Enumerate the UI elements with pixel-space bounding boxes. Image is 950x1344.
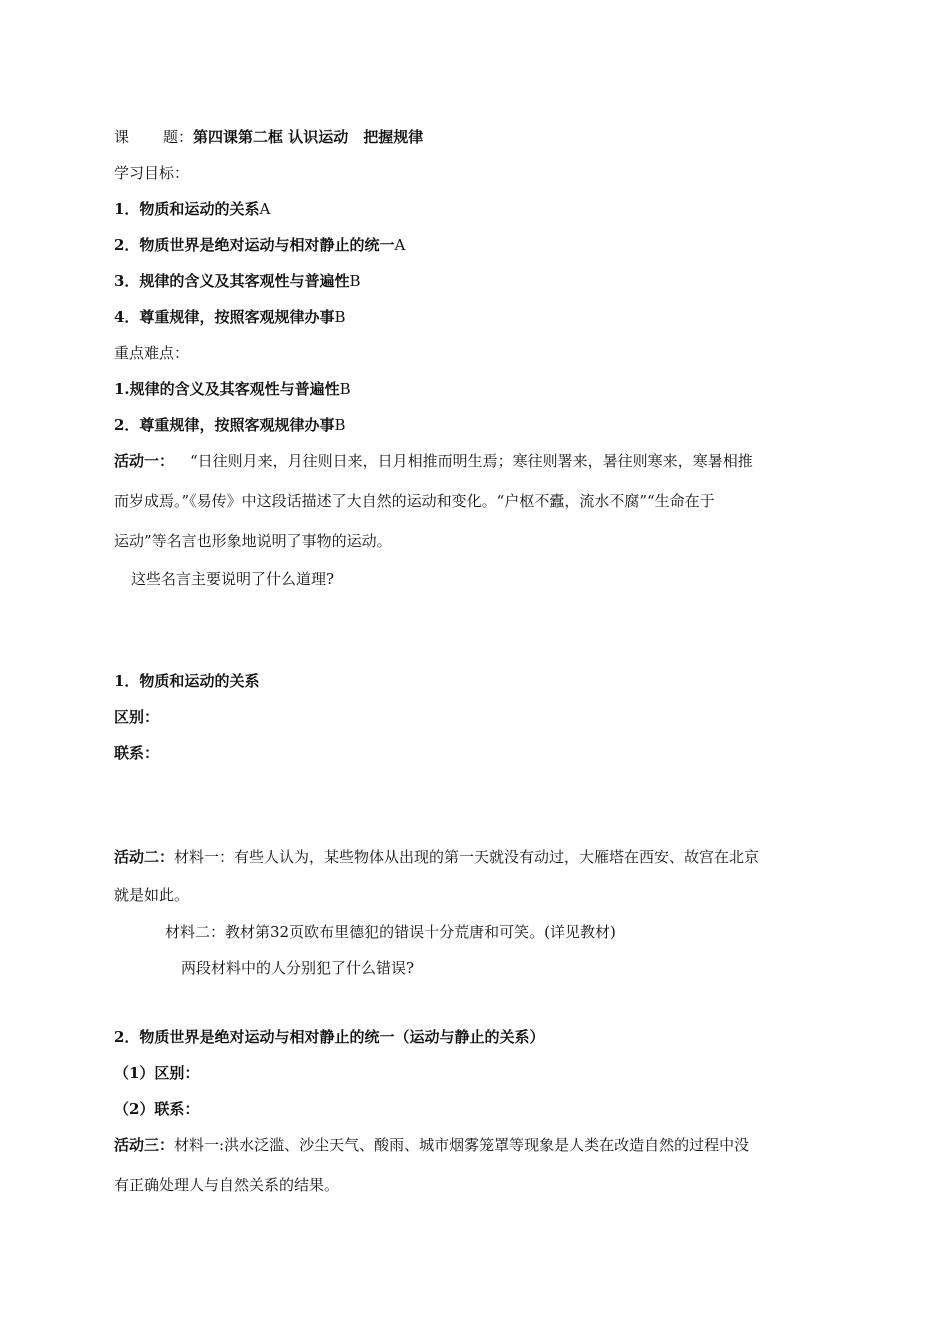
section1-link: 联系： [114, 744, 160, 762]
activity2-label: 活动二： [114, 848, 175, 866]
activity3-line1 [114, 1135, 749, 1155]
goal-level: A [259, 200, 271, 218]
key-points-heading: 重点难点： [114, 344, 190, 362]
activity1-text: “日往则月来，月往则日来，日月相推而明生焉；寒往则署来，暑往则寒来，寒暑相推 [190, 452, 753, 470]
title-label-a: 课 [114, 128, 130, 146]
activity2-line2: 就是如此。 [114, 886, 190, 904]
lesson-title-line [114, 127, 423, 147]
activity3-label: 活动三： [114, 1136, 175, 1154]
goal-text: 3．规律的含义及其客观性与普遍性 [114, 272, 350, 290]
section2-diff: （1）区别： [114, 1064, 200, 1082]
activity1-line1 [114, 451, 753, 471]
goal-item-3 [114, 271, 360, 291]
goal-level: B [349, 272, 361, 290]
activity1-label: 活动一： [114, 452, 175, 470]
section1-heading: 1．物质和运动的关系 [114, 672, 260, 690]
key-point-level: B [334, 416, 346, 434]
activity2-text: 材料一：有些人认为，某些物体从出现的第一天就没有动过，大雁塔在西安、故宫在北京 [174, 848, 760, 866]
section1-diff: 区别： [114, 708, 160, 726]
section2-link: （2）联系： [114, 1100, 200, 1118]
key-point-text: 2．尊重规律，按照客观规律办事 [114, 416, 335, 434]
key-point-level: B [339, 380, 351, 398]
activity1-line3: 运动”等名言也形象地说明了事物的运动。 [114, 532, 392, 550]
goals-heading: 学习目标： [114, 164, 190, 182]
activity2-question: 两段材料中的人分别犯了什么错误? [181, 959, 415, 977]
goal-item-1 [114, 199, 270, 219]
key-point-text: 1.规律的含义及其客观性与普遍性 [114, 380, 340, 398]
activity3-line2: 有正确处理人与自然关系的结果。 [114, 1176, 340, 1194]
goal-item-4 [114, 307, 345, 327]
goal-text: 4．尊重规律，按照客观规律办事 [114, 308, 335, 326]
goal-item-2 [114, 235, 405, 255]
lesson-title: 第四课第二框 认识运动 把握规律 [193, 128, 424, 146]
activity1-line2: 而岁成焉。”《易传》中这段话描述了大自然的运动和变化。“户枢不蠹，流水不腐”“生命在于 [114, 492, 715, 510]
goal-level: A [394, 236, 406, 254]
section2-heading: 2．物质世界是绝对运动与相对静止的统一（运动与静止的关系） [114, 1028, 545, 1046]
activity3-text: 材料一:洪水泛滥、沙尘天气、酸雨、城市烟雾笼罩等现象是人类在改造自然的过程中没 [174, 1136, 750, 1154]
activity2-material2: 材料二：教材第32页欧布里德犯的错误十分荒唐和可笑。(详见教材) [165, 923, 616, 941]
activity2-line1 [114, 847, 759, 867]
goal-text: 2．物质世界是绝对运动与相对静止的统一 [114, 236, 395, 254]
goal-text: 1．物质和运动的关系 [114, 200, 260, 218]
activity1-question: 这些名言主要说明了什么道理? [131, 570, 335, 588]
key-point-item-1 [114, 379, 351, 399]
title-label-b: 题： [163, 128, 194, 146]
goal-level: B [334, 308, 346, 326]
key-point-item-2 [114, 415, 345, 435]
